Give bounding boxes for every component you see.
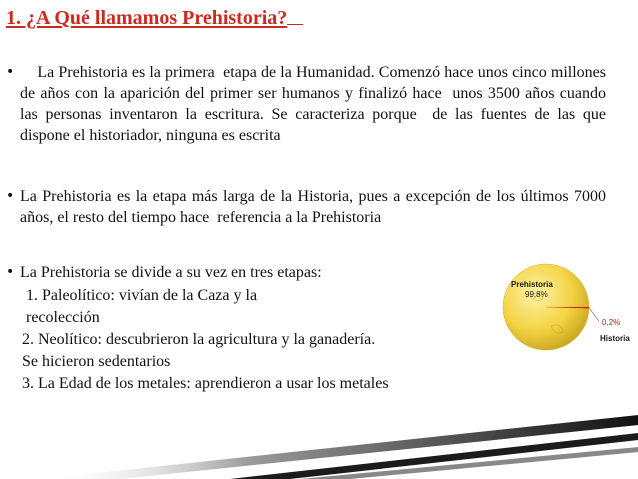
stage-paleolitico-line1: 1. Paleolítico: vivían de la Caza y la (22, 287, 258, 304)
bullet-text: La Prehistoria es la etapa más larga de la Historia, pues a excepción de los últimos 7000 años, el resto del tiempo hace referencia a la Prehistoria (20, 188, 610, 226)
slide-title: 1. ¿A Qué llamamos Prehistoria? (6, 6, 303, 30)
stage-paleolitico-line2: recolección (22, 309, 100, 326)
pie-label-prehistoria: Prehistoria (511, 280, 553, 289)
stage-neolitico-line2: Se hicieron sedentarios (22, 353, 171, 370)
pie-label-historia: Historia (600, 334, 630, 343)
stage-metales: 3. La Edad de los metales: aprendieron a usar los metales (22, 375, 389, 392)
pie-leader-line (589, 308, 599, 321)
pie-value-prehistoria: 99,8% (525, 290, 548, 299)
bullet-marker: • (6, 188, 15, 204)
pie-value-historia: 0,2% (602, 318, 621, 327)
bullet-marker: • (6, 64, 15, 80)
pie-chart (489, 256, 638, 354)
stage-neolitico-line1: 2. Neolítico: descubrieron la agricultura y la ganadería. (22, 331, 376, 348)
bullet-text: La Prehistoria es la primera etapa de la Humanidad. Comenzó hace unos cinco millones de años con la aparición del primer ser humanos y finalizó hace unos 3500 años cuando las personas inventaron la escritura. Se caracteriza porque de las fuentes de las que dispone el historiador, ninguna es escrita (20, 64, 611, 144)
bullet-marker: • (6, 264, 15, 280)
bullet-1 (6, 62, 611, 146)
bullet-text: La Prehistoria se divide a su vez en tres etapas: (20, 264, 322, 281)
bullet-2 (6, 186, 610, 228)
